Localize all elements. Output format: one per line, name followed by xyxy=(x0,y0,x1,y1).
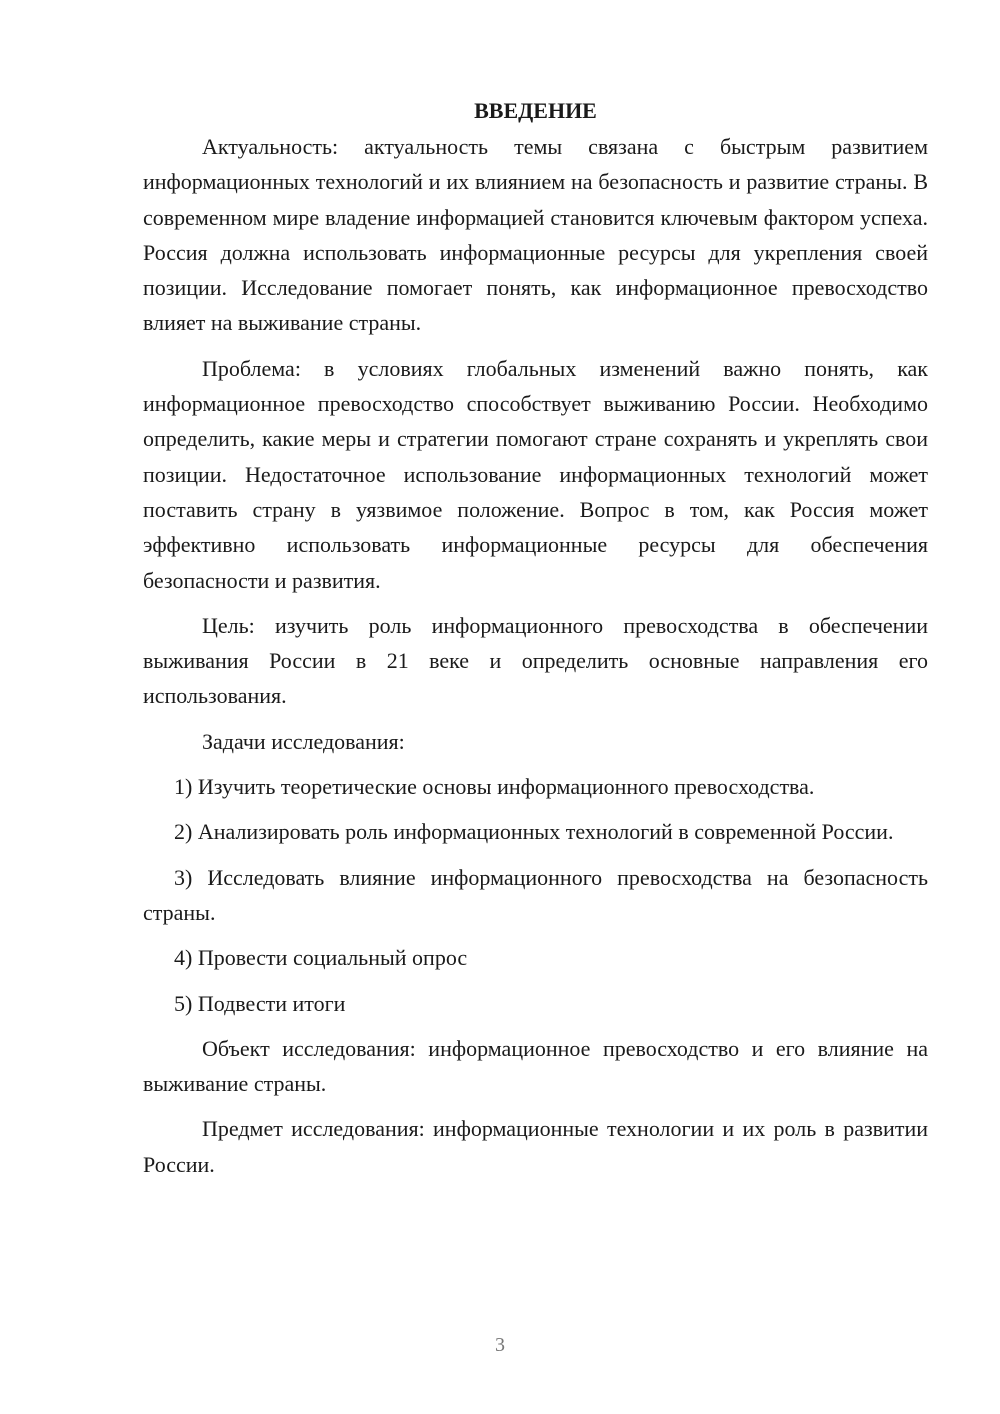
paragraph-subject: Предмет исследования: информационные технологии и их роль в развитии России. xyxy=(143,1116,928,1177)
page-number: 3 xyxy=(495,1334,505,1356)
task-item-5: 5) Подвести итоги xyxy=(174,990,346,1016)
paragraph-problem: Проблема: в условиях глобальных изменений важно понять, как информационное превосходство способствует выживанию России. Необходимо определить, какие меры и стратегии помогают стране сохранять и укреплять свои позиции. Недостаточное использование информационных технологий может поставить страну в уязвимое положение. Вопрос в том, как Россия может эффективно использовать информационные ресурсы для обеспечения безопасности и развития. xyxy=(143,355,928,593)
document-page xyxy=(143,96,928,1192)
paragraph-object: Объект исследования: информационное превосходство и его влияние на выживание страны. xyxy=(143,1035,928,1097)
paragraph-relevance: Актуальность: актуальность темы связана с быстрым развитием информационных технологий и их влиянием на безопасность и развитие страны. В современном мире владение информацией становится ключевым фактором успеха. Россия должна использовать информационные ресурсы для укрепления своей позиции. Исследование помогает понять, как информационное превосходство влияет на выживание страны. xyxy=(143,134,928,336)
task-item-2: 2) Анализировать роль информационных технологий в современной России. xyxy=(174,819,894,845)
paragraph-goal: Цель: изучить роль информационного превосходства в обеспечении выживания России в 21 веке и определить основные направления его использования. xyxy=(143,612,928,709)
task-item-1: 1) Изучить теоретические основы информационного превосходства. xyxy=(174,774,815,800)
task-item-4: 4) Провести социальный опрос xyxy=(174,945,468,971)
page-title: ВВЕДЕНИЕ xyxy=(474,98,597,123)
tasks-heading: Задачи исследования: xyxy=(202,728,405,754)
task-item-3: 3) Исследовать влияние информационного превосходства на безопасность страны. xyxy=(143,864,928,925)
